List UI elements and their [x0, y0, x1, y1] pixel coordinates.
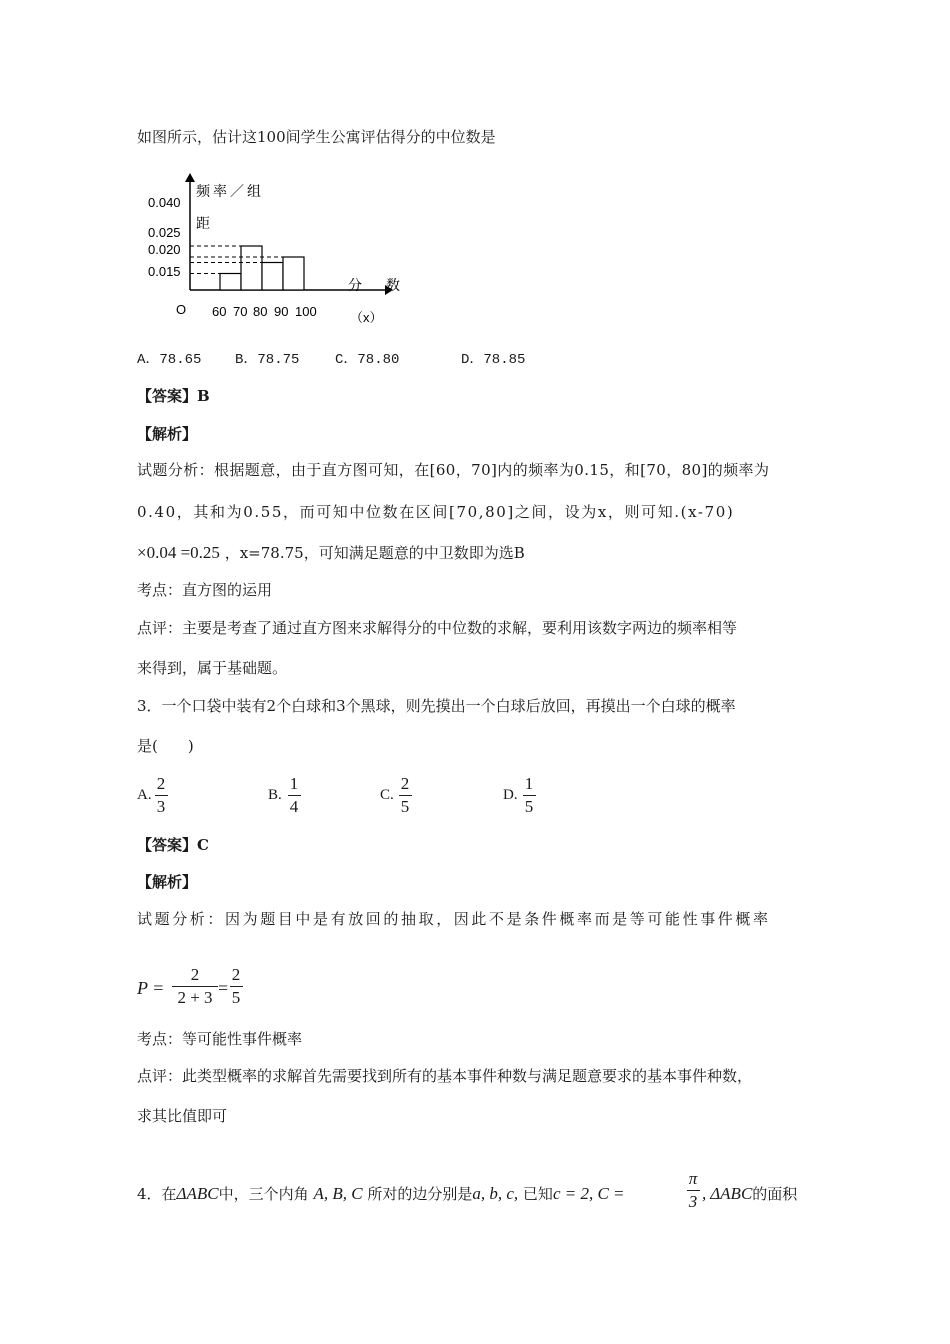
x-tick-label: 70: [233, 304, 248, 319]
q2-options: [137, 350, 525, 370]
q2-dianping-line-1: 点评：主要是考查了通过直方图来求解得分的中位数的求解，要利用该数字两边的频率相等: [137, 619, 738, 637]
fraction-denominator: 5: [231, 988, 241, 1007]
q2-analysis-line-2: 0.40，其和为0.55，而可知中位数在区间[70,80]之间，设为x，则可知.(x-70): [137, 503, 735, 521]
x-tick-label: 100: [295, 304, 317, 319]
formula-fraction-2: [228, 964, 244, 1009]
q4-angles: A, B, C: [313, 1184, 363, 1203]
q4-stem: [137, 1184, 625, 1204]
q2-analysis-line-3: [137, 543, 525, 563]
y-axis-label-cont: 距: [196, 215, 210, 231]
q4-condition: c = 2, C =: [552, 1184, 625, 1203]
q3-stem-line-1: 3．一个口袋中装有2个白球和3个黑球，则先摸出一个白球后放回，再摸出一个白球的概率: [137, 697, 736, 715]
histogram-bar: [262, 263, 283, 291]
fraction-denominator: 2 + 3: [177, 988, 213, 1007]
q2-option-c[interactable]: C．78.80: [335, 352, 400, 368]
q4-triangle: ΔABC: [176, 1184, 219, 1203]
fraction-denominator: 3: [688, 1192, 698, 1211]
q2-dianping-line-2: 来得到，属于基础题。: [137, 659, 288, 677]
fraction-denominator: 5: [400, 797, 410, 816]
q2-option-d[interactable]: D．78.85: [461, 352, 526, 368]
q2-analysis-line-3-text: ，x=78.75，可知满足题意的中卫数即为选B: [224, 544, 525, 562]
q3-analysis-line-1: 试题分析：因为题目中是有放回的抽取，因此不是条件概率而是等可能性事件概率: [137, 910, 771, 928]
fraction-numerator: 2: [400, 774, 410, 793]
q2-kaodian: 考点：直方图的运用: [137, 581, 273, 599]
origin-label: O: [176, 302, 187, 317]
fraction-numerator: 2: [231, 965, 241, 984]
q2-analysis-line-1: 试题分析：根据题意，由于直方图可知，在[60，70]内的频率为0.15，和[70，80]的频率为: [137, 461, 770, 479]
y-tick-label: 0.040: [148, 195, 181, 210]
q2-option-a[interactable]: A．78.65: [137, 352, 202, 368]
q2-equation: ×0.04 =0.25: [137, 543, 220, 562]
fraction-numerator: 1: [289, 774, 299, 793]
q4-text-4: 已知: [522, 1185, 553, 1203]
y-axis-label: 频率／组: [196, 183, 264, 199]
fraction-numerator: π: [688, 1169, 698, 1188]
y-tick-label: 0.025: [148, 225, 181, 240]
q2-option-b[interactable]: B．78.75: [235, 352, 300, 368]
q4-triangle-2: , ΔABC: [702, 1184, 753, 1203]
q3-option-a-label[interactable]: A.: [137, 787, 152, 803]
q4-text-2: 中，三个内角: [218, 1185, 309, 1203]
q3-option-c-label[interactable]: C.: [380, 787, 394, 803]
q3-kaodian: 考点：等可能性事件概率: [137, 1030, 303, 1048]
q3-answer: 【答案】C: [137, 836, 209, 854]
formula-fraction-1: [171, 964, 219, 1009]
q3-option-d-label[interactable]: D.: [503, 787, 518, 803]
q4-text-3: 所对的边分别是: [367, 1185, 473, 1203]
fraction-numerator: 2: [190, 965, 200, 984]
q2-stem: 如图所示，估计这100间学生公寓评估得分的中位数是: [137, 128, 496, 146]
q4-text-5: 的面积: [752, 1185, 798, 1203]
q2-analysis-title: 【解析】: [137, 425, 198, 443]
q3-option-b-label[interactable]: B.: [268, 787, 282, 803]
q3-option-c-fraction: [397, 773, 413, 818]
fraction-numerator: 2: [156, 774, 166, 793]
y-tick-label: 0.015: [148, 264, 181, 279]
q3-option-d-fraction: [521, 773, 537, 818]
x-axis-variable: （x）: [350, 310, 383, 325]
q4-stem-tail: [702, 1184, 797, 1204]
histogram-bar: [241, 246, 262, 290]
y-tick-label: 0.020: [148, 242, 181, 257]
q3-option-a-fraction: [153, 773, 169, 818]
q3-stem-line-2: 是( ): [137, 737, 194, 755]
q4-pi-fraction: [685, 1168, 701, 1213]
histogram-chart: [140, 170, 440, 330]
q2-answer: 【答案】B: [137, 387, 210, 405]
fraction-denominator: 4: [289, 797, 299, 816]
q4-sides: a, b, c,: [472, 1184, 519, 1203]
fraction-numerator: 1: [524, 774, 534, 793]
x-tick-label: 90: [274, 304, 289, 319]
histogram-bar: [220, 274, 241, 291]
fraction-denominator: 5: [524, 797, 534, 816]
x-axis-label: 分数: [348, 277, 424, 293]
x-tick-label: 60: [212, 304, 227, 319]
x-tick-label: 80: [253, 304, 268, 319]
q4-text-1: 4．在: [137, 1185, 177, 1203]
formula-equals: =: [218, 978, 229, 998]
q3-dianping-line-2: 求其比值即可: [137, 1107, 228, 1125]
formula-lhs: P =: [137, 978, 165, 998]
fraction-denominator: 3: [156, 797, 166, 816]
y-axis-arrow: [185, 173, 195, 182]
q3-analysis-title: 【解析】: [137, 873, 198, 891]
histogram-bar: [283, 257, 304, 290]
q3-dianping-line-1: 点评：此类型概率的求解首先需要找到所有的基本事件种数与满足题意要求的基本事件种数，: [137, 1067, 753, 1085]
q3-option-b-fraction: [286, 773, 302, 818]
